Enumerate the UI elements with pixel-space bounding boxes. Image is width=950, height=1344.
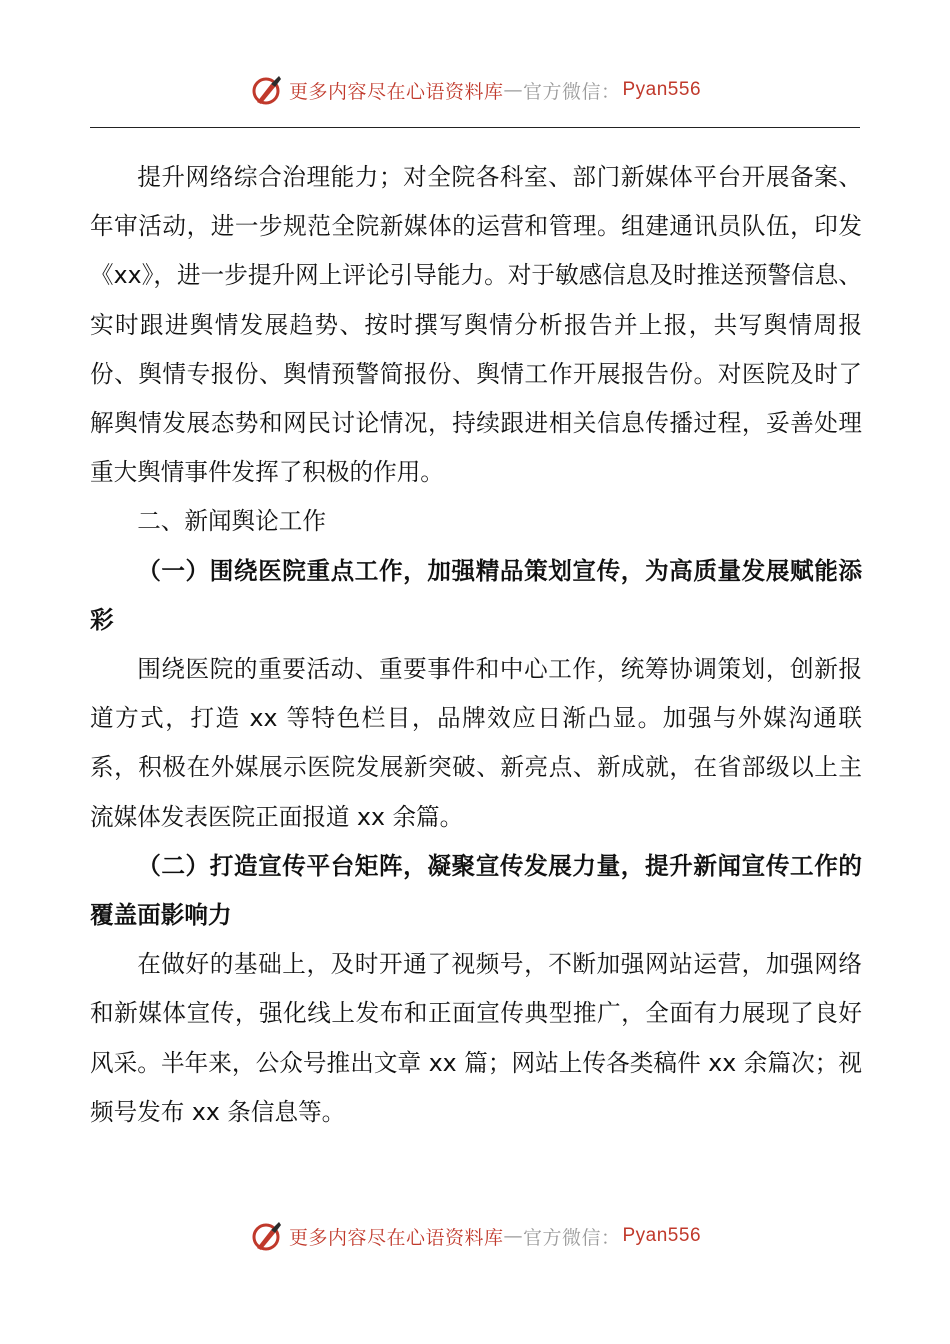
body-paragraph: 提升网络综合治理能力；对全院各科室、部门新媒体平台开展备案、年审活动，进一步规范全院新媒体的运营和管理。组建通讯员队伍，印发《xx》，进一步提升网上评论引导能力。对于敏感信息及时推送预警信息、实时跟进舆情发展趋势、按时撰写舆情分析报告并上报，共写舆情周报份、舆情专报份、舆情预警简报份、舆情工作开展报告份。对医院及时了解舆情发展态势和网民讨论情况，持续跟进相关信息传播过程，妥善处理重大舆情事件发挥了积极的作用。 (90, 163, 862, 487)
watermark-wechat-label: 官方微信： (522, 1226, 621, 1249)
header-watermark (0, 72, 950, 108)
subsection-heading: （一）围绕医院重点工作，加强精品策划宣传，为高质量发展赋能添彩 (90, 556, 862, 634)
subsection-heading: （二）打造宣传平台矩阵，凝聚宣传发展力量，提升新闻宣传工作的覆盖面影响力 (90, 851, 862, 930)
body-paragraph: 在做好的基础上，及时开通了视频号，不断加强网站运营，加强网络和新媒体宣传，强化线上发布和正面宣传典型推广，全面有力展现了良好风采。半年来，公众号推出文章 xx 篇；网站上传各类稿件 xx 余篇次；视频号发布 xx 条信息等。 (90, 950, 862, 1126)
watermark-wechat-id: Pyan556 (622, 79, 702, 100)
watermark-wechat-id: Pyan556 (622, 1225, 702, 1246)
watermark-site-text: 更多内容尽在心语资料库 (288, 1226, 504, 1249)
header-divider (90, 127, 860, 128)
footer-watermark (0, 1218, 950, 1254)
section-title: 二、新闻舆论工作 (137, 507, 326, 536)
watermark-dash: — (503, 79, 523, 101)
fountain-pen-logo-icon (249, 1218, 285, 1254)
watermark-dash: — (503, 1225, 523, 1247)
watermark-site-text: 更多内容尽在心语资料库 (288, 80, 504, 103)
fountain-pen-logo-icon (249, 72, 285, 108)
watermark-wechat-label: 官方微信： (522, 80, 621, 103)
body-paragraph: 围绕医院的重要活动、重要事件和中心工作，统筹协调策划，创新报道方式，打造 xx 等特色栏目，品牌效应日渐凸显。加强与外媒沟通联系，积极在外媒展示医院发展新突破、新亮点、新成就，在省部级以上主流媒体发表医院正面报道 xx 余篇。 (90, 655, 862, 831)
document-body (90, 153, 862, 1137)
